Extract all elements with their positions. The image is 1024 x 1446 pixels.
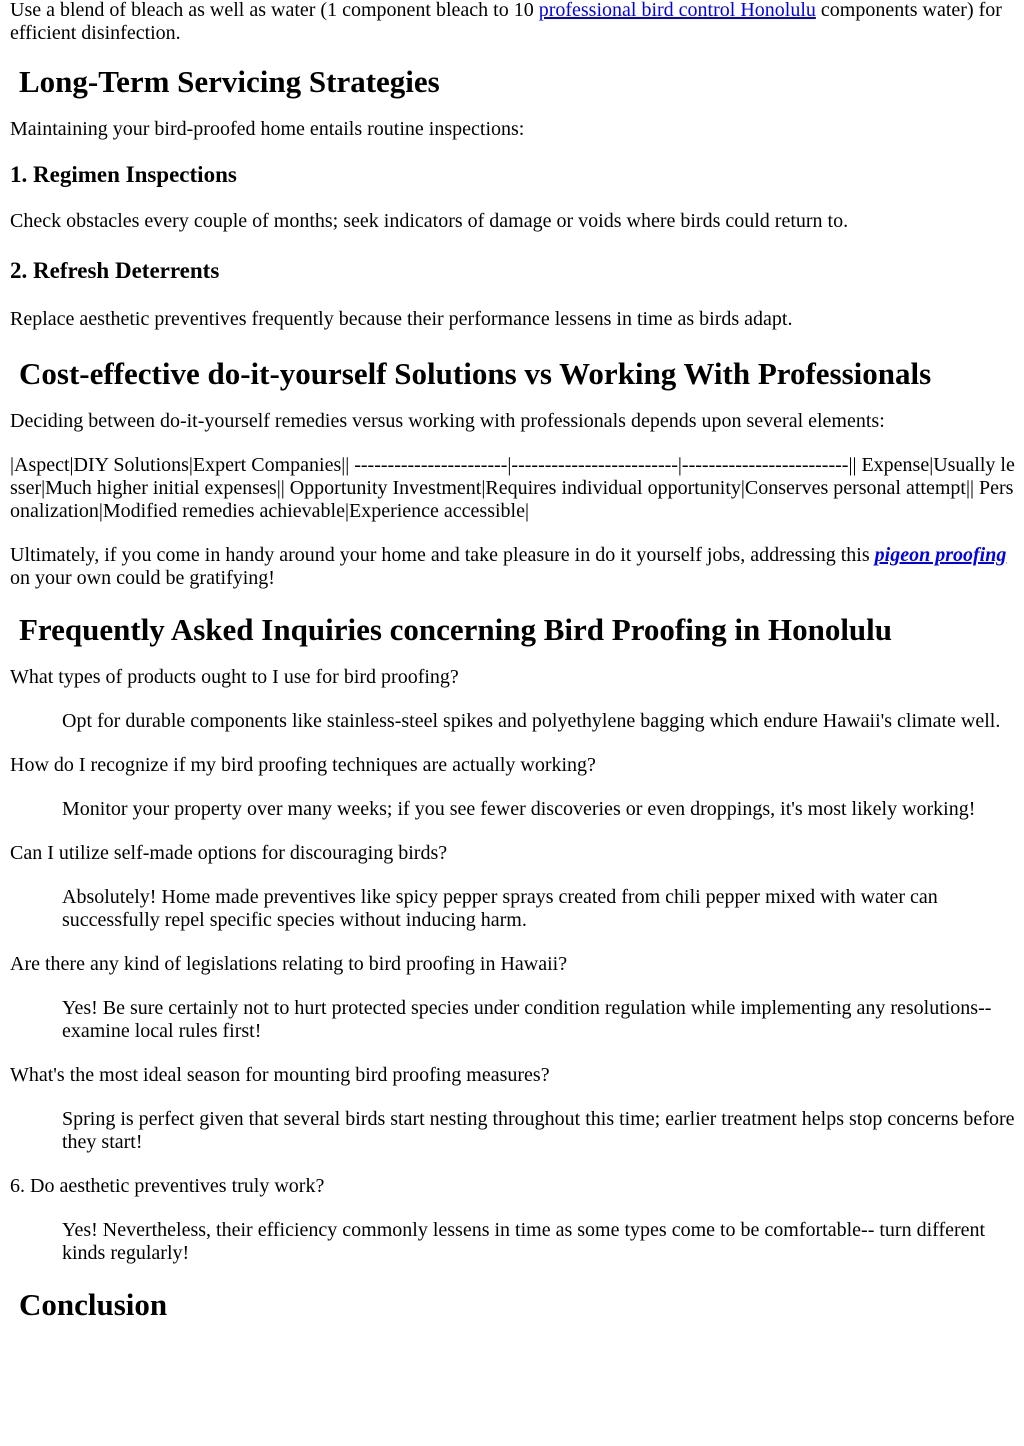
long-term-intro: Maintaining your bird-proofed home entails routine inspections: bbox=[10, 118, 525, 140]
refresh-deterrents-text: Replace aesthetic preventives frequently because their performance lessens in time as birds adapt. bbox=[10, 308, 793, 330]
faq-question: Can I utilize self-made options for discouraging birds? bbox=[10, 842, 448, 864]
faq-question: How do I recognize if my bird proofing techniques are actually working? bbox=[10, 754, 596, 776]
subheading-regimen-inspections: 1. Regimen Inspections bbox=[10, 162, 237, 187]
regimen-inspections-text: Check obstacles every couple of months; seek indicators of damage or voids where birds could return to. bbox=[10, 210, 849, 232]
faq-answer: Opt for durable components like stainless-steel spikes and polyethylene bagging which endure Hawaii's climate well. bbox=[62, 710, 1001, 732]
faq-answer: Yes! Be sure certainly not to hurt protected species under condition regulation while implementing any resolutions-- examine local rules first! bbox=[62, 997, 992, 1042]
cost-closing-after: on your own could be gratifying! bbox=[10, 567, 275, 589]
heading-long-term: Long-Term Servicing Strategies bbox=[19, 64, 440, 99]
intro-text-before: Use a blend of bleach as well as water (1 component bleach to 10 bbox=[10, 0, 539, 21]
pigeon-proofing-link[interactable]: pigeon proofing bbox=[874, 544, 1007, 566]
faq-answer: Yes! Nevertheless, their efficiency commonly lessens in time as some types come to be comfortable-- turn different kinds regularly! bbox=[62, 1219, 986, 1264]
faq-question: 6. Do aesthetic preventives truly work? bbox=[10, 1175, 325, 1197]
subheading-refresh-deterrents: 2. Refresh Deterrents bbox=[10, 258, 220, 283]
faq-answer: Absolutely! Home made preventives like spicy pepper sprays created from chili pepper mixed with water can successfully repel specific species without inducing harm. bbox=[62, 886, 938, 931]
cost-closing-paragraph bbox=[10, 544, 1016, 590]
comparison-table-text: |Aspect|DIY Solutions|Expert Companies|| -----------------------|-------------------------|-------------------------|| Expense|Usually lesser|Much higher initial expenses|| Opportunity Investment|Requires individual opportunity|Conserves personal attempt|| Personalization|Modified remedies achievable|Experience accessible| bbox=[10, 454, 1015, 522]
heading-conclusion: Conclusion bbox=[19, 1287, 168, 1322]
faq-answer: Spring is perfect given that several birds start nesting throughout this time; earlier treatment helps stop concerns before they start! bbox=[62, 1108, 1015, 1153]
faq-question: What's the most ideal season for mounting bird proofing measures? bbox=[10, 1064, 550, 1086]
cost-closing-before: Ultimately, if you come in handy around your home and take pleasure in do it yourself jobs, addressing this bbox=[10, 544, 875, 566]
intro-text-after: components water) for efficient disinfection. bbox=[10, 0, 1002, 44]
faq-answer: Monitor your property over many weeks; if you see fewer discoveries or even droppings, it's most likely working! bbox=[62, 798, 976, 820]
faq-question: What types of products ought to I use for bird proofing? bbox=[10, 666, 459, 688]
intro-paragraph bbox=[10, 0, 1016, 45]
faq-question: Are there any kind of legislations relating to bird proofing in Hawaii? bbox=[10, 953, 568, 975]
heading-faq: Frequently Asked Inquiries concerning Bird Proofing in Honolulu bbox=[19, 612, 893, 647]
heading-cost-effective: Cost-effective do-it-yourself Solutions vs Working With Professionals bbox=[19, 356, 932, 391]
cost-intro: Deciding between do-it-yourself remedies versus working with professionals depends upon several elements: bbox=[10, 410, 885, 432]
faq-list bbox=[10, 666, 1016, 1265]
professional-bird-control-link[interactable]: professional bird control Honolulu bbox=[538, 0, 816, 21]
